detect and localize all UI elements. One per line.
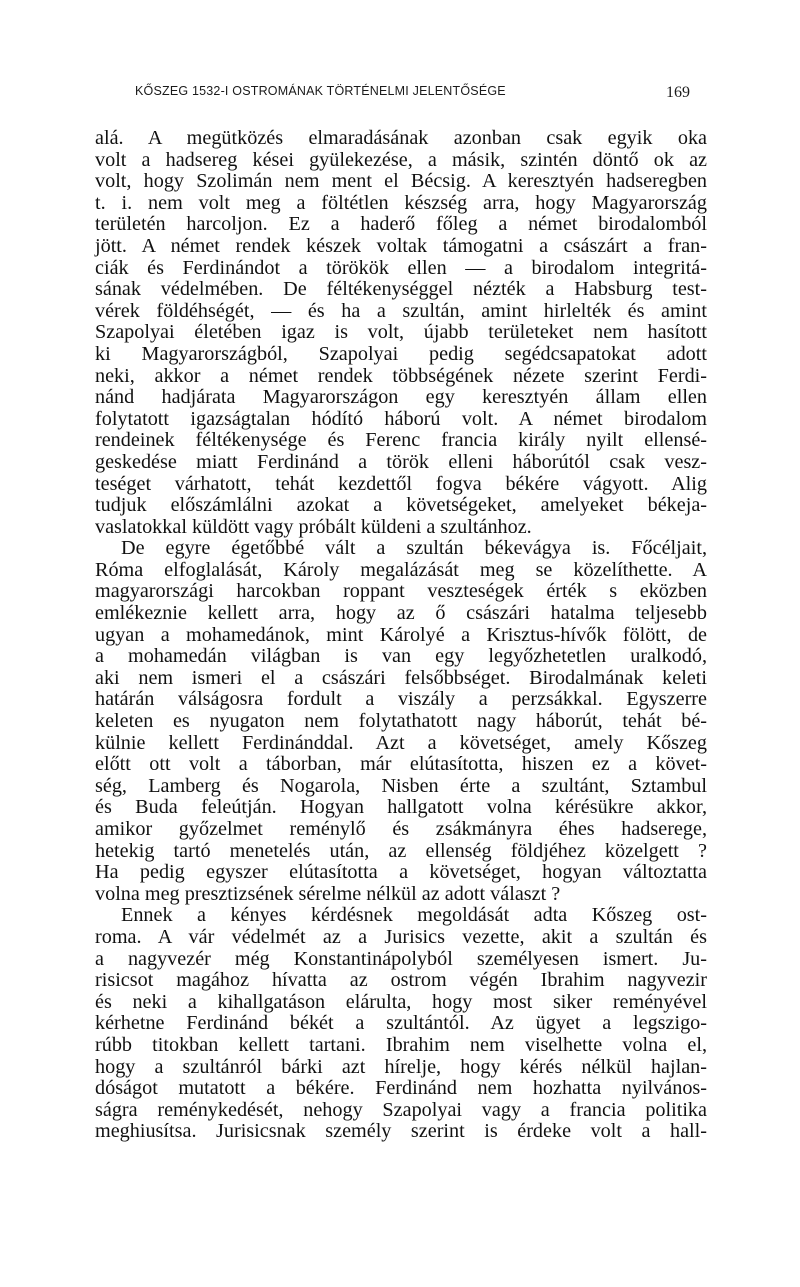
text-line: és Buda feleútján. Hogyan hallgatott volna kérésükre akkor, bbox=[95, 796, 707, 819]
text-line: Szapolyai életében igaz is volt, újabb területeket nem hasított bbox=[95, 321, 707, 344]
text-line: területén harcoljon. Ez a haderő főleg a német birodalomból bbox=[95, 213, 707, 236]
text-line: a nagyvezér még Konstantinápolyból személyesen ismert. Ju- bbox=[95, 947, 707, 970]
text-line: tudjuk előszámlálni azokat a követségeket, amelyeket békeja- bbox=[95, 494, 707, 517]
text-line: hogy a szultánról bárki azt hírelje, hogy kérés nélkül hajlan- bbox=[95, 1055, 707, 1078]
text-line: risicsot magához hívatta az ostrom végén Ibrahim nagyvezir bbox=[95, 969, 707, 992]
text-line: ciák és Ferdinándot a törökök ellen — a birodalom integritá- bbox=[95, 256, 707, 279]
text-line: ugyan a mohamedánok, mint Károlyé a Krisztus-hívők fölött, de bbox=[95, 623, 707, 646]
text-line: neki, akkor a német rendek többségének nézete szerint Ferdi- bbox=[95, 364, 707, 387]
text-line: és neki a kihallgatáson elárulta, hogy most siker reményével bbox=[95, 990, 707, 1013]
text-line: volt a hadsereg kései gyülekezése, a másik, szintén döntő ok az bbox=[95, 148, 707, 171]
text-line: Ennek a kényes kérdésnek megoldását adta Kőszeg ost- bbox=[121, 904, 707, 927]
text-line: geskedése miatt Ferdinánd a török elleni háborútól csak vesz- bbox=[95, 450, 707, 473]
text-line: előtt ott volt a táborban, már elútasította, hiszen ez a követ- bbox=[95, 753, 707, 776]
text-line: a mohamedán világban is van egy legyőzhetetlen uralkodó, bbox=[95, 645, 707, 668]
text-line: meghiusítsa. Jurisicsnak személy szerint is érdeke volt a hall- bbox=[95, 1120, 707, 1143]
text-line: De egyre égetőbbé vált a szultán békevágya is. Főcéljait, bbox=[121, 537, 707, 560]
text-line: t. i. nem volt meg a föltétlen készség arra, hogy Magyarország bbox=[95, 191, 707, 214]
text-line: határán válságosra fordult a viszály a perzsákkal. Egyszerre bbox=[95, 688, 707, 711]
text-line: rendeinek féltékenysége és Ferenc francia király nyilt ellensé- bbox=[95, 429, 707, 452]
text-line: rúbb titokban kellett tartani. Ibrahim nem viselhette volna el, bbox=[95, 1033, 707, 1056]
page-number: 169 bbox=[666, 84, 690, 101]
page-header bbox=[110, 84, 690, 104]
running-title: KŐSZEG 1532-I OSTROMÁNAK TÖRTÉNELMI JELENTŐSÉGE bbox=[135, 84, 506, 98]
text-line: emlékeznie kellett arra, hogy az ő császári hatalma teljesebb bbox=[95, 602, 707, 625]
text-line: Róma elfoglalását, Károly megalázását meg se közelíthette. A bbox=[95, 558, 707, 581]
text-line: teséget várhatott, tehát kezdettől fogva békére vágyott. Alig bbox=[95, 472, 707, 495]
text-line: vérek földéhségét, — és ha a szultán, amint hirlelték és amint bbox=[95, 299, 707, 322]
text-line: külnie kellett Ferdinánddal. Azt a követséget, amely Kőszeg bbox=[95, 731, 707, 754]
text-line: volt, hogy Szolimán nem ment el Bécsig. A keresztyén hadseregben bbox=[95, 170, 707, 193]
text-line: Ha pedig egyszer elútasította a követséget, hogyan változtatta bbox=[95, 861, 707, 884]
text-line: folytatott igazságtalan hódító háború volt. A német birodalom bbox=[95, 407, 707, 430]
text-line: ség, Lamberg és Nogarola, Nisben érte a szultánt, Sztambul bbox=[95, 774, 707, 797]
text-line: magyarországi harcokban roppant veszteségek érték s eközben bbox=[95, 580, 707, 603]
text-line: amikor győzelmet reménylő és zsákmányra éhes hadserege, bbox=[95, 818, 707, 840]
text-line: nánd hadjárata Magyarországon egy keresztyén állam ellen bbox=[95, 386, 707, 409]
text-line: alá. A megütközés elmaradásának azonban csak egyik oka bbox=[95, 127, 707, 149]
text-line: ságra reménykedését, nehogy Szapolyai vagy a francia politika bbox=[95, 1098, 707, 1121]
text-line: jött. A német rendek készek voltak támogatni a császárt a fran- bbox=[95, 234, 707, 257]
body-text bbox=[95, 128, 707, 1143]
text-line: vaslatokkal küldött vagy próbált küldeni a szultánhoz. bbox=[95, 515, 532, 538]
text-line: keleten es nyugaton nem folytathatott nagy háborút, tehát bé- bbox=[95, 710, 707, 733]
text-line: ki Magyarországból, Szapolyai pedig segédcsapatokat adott bbox=[95, 342, 707, 365]
text-line: hetekig tartó menetelés után, az ellenség földjéhez közelgett ? bbox=[95, 839, 707, 862]
text-line: kérhetne Ferdinánd békét a szultántól. Az ügyet a legszigo- bbox=[95, 1012, 707, 1035]
text-line: dóságot mutatott a békére. Ferdinánd nem hozhatta nyilvános- bbox=[95, 1077, 707, 1100]
text-line: aki nem ismeri el a császári felsőbbséget. Birodalmának keleti bbox=[95, 666, 707, 689]
text-line: volna meg presztizsének sérelme nélkül az adott választ ? bbox=[95, 882, 561, 905]
text-line: sának védelmében. De féltékenységgel nézték a Habsburg test- bbox=[95, 278, 707, 301]
text-line: roma. A vár védelmét az a Jurisics vezette, akit a szultán és bbox=[95, 925, 707, 948]
